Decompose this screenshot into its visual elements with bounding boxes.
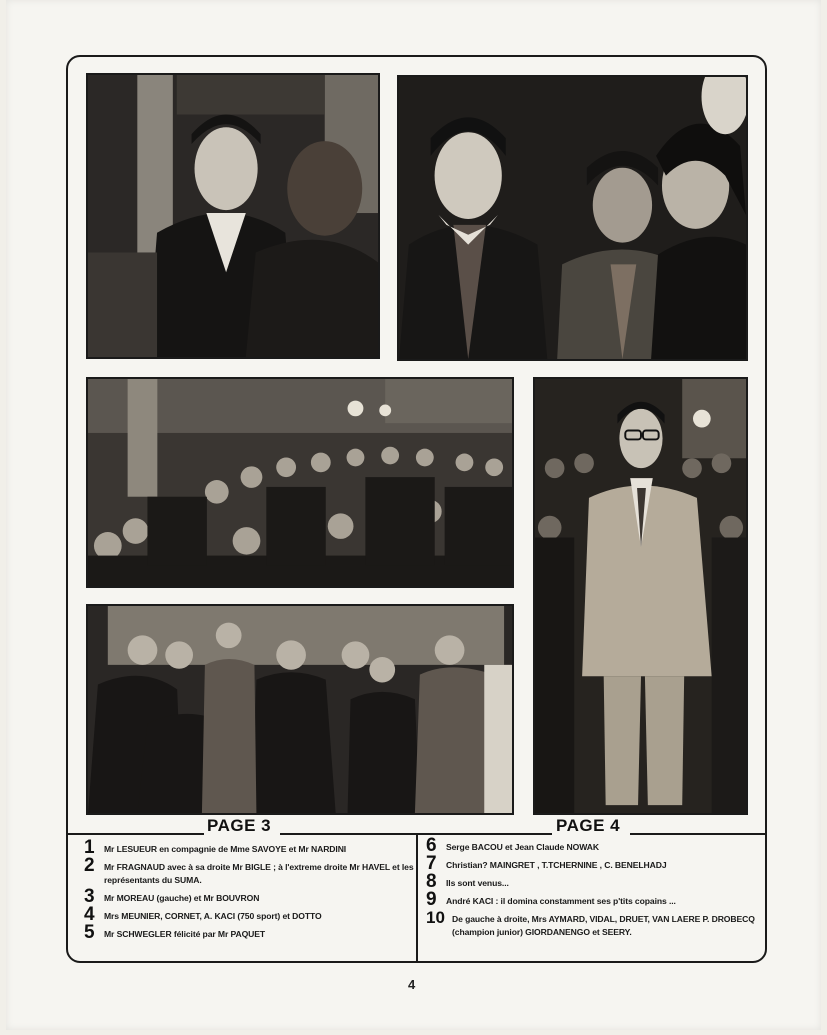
caption-text: Mrs MEUNIER, CORNET, A. KACI (750 sport) et DOTTO bbox=[104, 911, 322, 921]
caption-item bbox=[84, 855, 414, 887]
captions-page-4 bbox=[426, 835, 762, 941]
photo-3 bbox=[86, 377, 514, 588]
caption-text: Serge BACOU et Jean Claude NOWAK bbox=[446, 842, 599, 852]
caption-number: 9 bbox=[426, 889, 437, 910]
caption-item bbox=[426, 910, 762, 939]
caption-item bbox=[426, 835, 762, 856]
caption-text: Mr LESUEUR en compagnie de Mme SAVOYE et Mr NARDINI bbox=[104, 844, 347, 854]
photo-4 bbox=[86, 604, 514, 815]
caption-text: Mr MOREAU (gauche) et Mr BOUVRON bbox=[104, 893, 260, 903]
caption-divider bbox=[416, 833, 418, 963]
caption-item bbox=[84, 886, 414, 907]
photo-5 bbox=[533, 377, 748, 815]
caption-number: 5 bbox=[84, 922, 95, 943]
heading-rule-left-a bbox=[68, 833, 204, 835]
page-3-heading: PAGE 3 bbox=[207, 816, 272, 835]
caption-item bbox=[84, 904, 414, 925]
caption-text: Ils sont venus... bbox=[446, 878, 509, 888]
caption-number: 8 bbox=[426, 871, 437, 892]
heading-rule-right bbox=[630, 833, 765, 835]
page-4-heading: PAGE 4 bbox=[556, 816, 621, 835]
caption-item bbox=[426, 853, 762, 874]
captions-page-3 bbox=[84, 837, 414, 943]
caption-item bbox=[426, 889, 762, 910]
caption-number: 10 bbox=[426, 908, 445, 927]
photo-2 bbox=[397, 75, 748, 361]
caption-item bbox=[426, 871, 762, 892]
photo-1 bbox=[86, 73, 380, 359]
caption-number: 3 bbox=[84, 886, 95, 907]
caption-number: 6 bbox=[426, 835, 437, 856]
caption-number: 7 bbox=[426, 853, 437, 874]
caption-item bbox=[84, 837, 414, 858]
caption-text: Mr SCHWEGLER félicité par Mr PAQUET bbox=[104, 929, 266, 939]
caption-text: André KACI : il domina constamment ses p'tits copains ... bbox=[446, 896, 676, 906]
caption-text: De gauche à droite, Mrs AYMARD, VIDAL, DRUET, VAN LAERE P. DROBECQ (champion junior) GIORDANENGO et SEERY. bbox=[452, 914, 755, 937]
caption-text: Christian? MAINGRET , T.TCHERNINE , C. BENELHADJ bbox=[446, 860, 667, 870]
caption-item bbox=[84, 922, 414, 943]
caption-number: 2 bbox=[84, 855, 95, 876]
caption-number: 1 bbox=[84, 837, 95, 858]
page-number: 4 bbox=[408, 977, 416, 992]
caption-number: 4 bbox=[84, 904, 95, 925]
caption-text: Mr FRAGNAUD avec à sa droite Mr BIGLE ; à l'extreme droite Mr HAVEL et les représentants du SUMA. bbox=[104, 862, 414, 885]
